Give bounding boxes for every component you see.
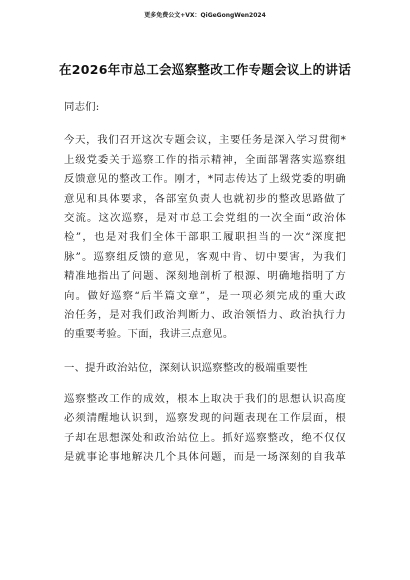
greeting: 同志们: xyxy=(64,101,100,113)
paragraph-line: 子却在思想深处和政治站位上。抓好巡察整改，绝不仅仅 xyxy=(64,431,346,444)
paragraph-line: 意见和具体要求，各部室负责人也就初步的整改思路做了 xyxy=(64,192,346,205)
paragraph-line: 必须清醒地认识到，巡察发现的问题表现在工作层面，根 xyxy=(64,412,346,425)
paragraph-line: 的重要考验。下面，我讲三点意见。 xyxy=(64,328,234,341)
paragraph-line: 治任务，是对我们政治判断力、政治领悟力、政治执行力 xyxy=(64,308,346,321)
paragraph-1 xyxy=(64,131,346,344)
paragraph-line: 上级党委关于巡察工作的指示精神，全面部署落实巡察组 xyxy=(64,153,346,166)
top-banner: 更多免费公文+VX：QiGeGongWen2024 xyxy=(144,12,266,19)
paragraph-2 xyxy=(64,390,346,468)
paragraph-line: 巡察整改工作的成效，根本上取决于我们的思想认识高度 xyxy=(64,393,346,406)
paragraph-line: 是就事论事地解决几个具体问题，而是一场深刻的自我革 xyxy=(64,451,346,464)
paragraph-line: 检”，也是对我们全体干部职工履职担当的一次“深度把 xyxy=(64,231,346,244)
paragraph-line: 交流。这次巡察，是对市总工会党组的一次全面“政治体 xyxy=(64,211,346,224)
paragraph-line: 今天，我们召开这次专题会议，主要任务是深入学习贯彻* xyxy=(64,134,346,147)
document-body xyxy=(64,98,346,468)
paragraph-line: 脉”。巡察组反馈的意见，客观中肯、切中要害，为我们 xyxy=(64,250,346,263)
paragraph-line: 反馈意见的整改工作。刚才，*同志传达了上级党委的明确 xyxy=(64,173,346,186)
paragraph-line: 向。做好巡察“后半篇文章”，是一项必须完成的重大政 xyxy=(64,289,346,302)
paragraph-line: 精准地指出了问题、深刻地剖析了根源、明确地指明了方 xyxy=(64,270,346,283)
page-title: 在2026年市总工会巡察整改工作专题会议上的讲话 xyxy=(59,62,351,77)
section-heading-1: 一、提升政治站位，深刻认识巡察整改的极端重要性 xyxy=(64,361,308,374)
